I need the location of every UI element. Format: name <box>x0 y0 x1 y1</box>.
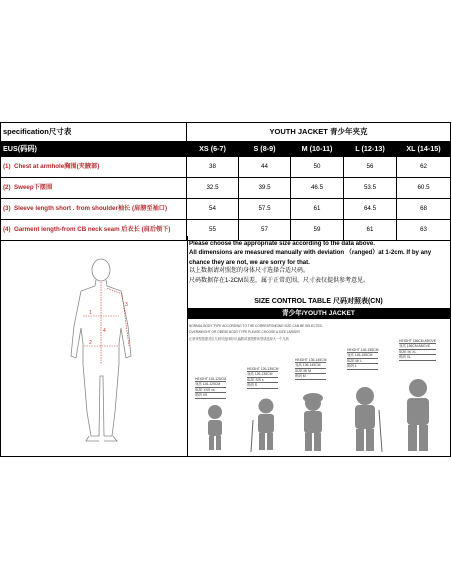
size-box-code: 码码 XL <box>399 355 436 360</box>
size-box-size: SIZE M/ L <box>347 359 378 364</box>
size-box-l <box>347 348 378 370</box>
header-row <box>1 142 451 157</box>
cell: 61 <box>344 220 397 241</box>
diagram-label-4: 4 <box>103 328 106 334</box>
row-label <box>1 157 187 178</box>
cell: 57.5 <box>239 199 291 220</box>
measurement-diagram-panel <box>0 236 188 457</box>
size-m: M (10-11) <box>291 142 344 157</box>
note-line: 尺码数据存在1-2CM误差，属于正常范围，尺寸表仅提供参考意见。 <box>189 277 370 284</box>
row-label <box>1 178 187 199</box>
row-text: Garment length-from CB neck seam 后衣长 (肩后领下) <box>14 226 171 233</box>
size-box-zh: 身高 116-125CM <box>195 382 226 387</box>
guide-text: OVERWEIGHT OR OBESE BODY TYPE PLEASE CHOOSE A SIZE LARGER <box>189 330 300 334</box>
cell: 39.5 <box>239 178 291 199</box>
diagram-label-1: 1 <box>89 310 92 316</box>
row-num: (1) <box>3 163 11 170</box>
size-box-size: SIZE M/ XL <box>399 350 436 355</box>
size-xs: XS (6-7) <box>187 142 239 157</box>
size-box-zh: 身高 156CM ABOVE <box>399 344 436 349</box>
cell: 60.5 <box>397 178 451 199</box>
cell: 32.5 <box>187 178 239 199</box>
size-box-code: 码码 M <box>295 374 326 379</box>
table-row <box>1 199 451 220</box>
size-box-zh: 身高 146-155CM <box>347 353 378 358</box>
guide-text: 正常体型按照对应尺码可选择即可,偏胖或者肥胖体型请选择大一个尺码 <box>189 337 289 341</box>
diagram-label-3: 3 <box>125 302 128 308</box>
row-num: (4) <box>3 226 11 233</box>
size-box-code: 码码 XS <box>195 393 226 398</box>
note-line: 以上数据请对照您的身体尺寸选择合适尺码。 <box>189 268 310 275</box>
row-text: Sweep下摆围 <box>14 184 53 191</box>
body-figure-illustration <box>1 236 187 456</box>
cell: 64.5 <box>344 199 397 220</box>
cell: 62 <box>397 157 451 178</box>
title-row <box>1 123 451 142</box>
size-box-height: HEIGHT 126-135CM <box>247 367 279 371</box>
notes <box>189 239 449 286</box>
cell: 53.5 <box>344 178 397 199</box>
size-box-size: SIZE S/S s <box>247 378 278 383</box>
spec-sheet <box>0 122 452 458</box>
cell: 56 <box>344 157 397 178</box>
size-box-size: SIZE M/ M <box>295 369 326 374</box>
title-right: YOUTH JACKET 青少年夹克 <box>187 123 451 142</box>
cell: 38 <box>187 157 239 178</box>
cell: 44 <box>239 157 291 178</box>
row-label <box>1 199 187 220</box>
size-box-height: HEIGHT 136-145CM <box>295 358 327 362</box>
size-control-title: SIZE CONTROL TABLE 尺码对照表(CN) <box>254 298 383 305</box>
size-box-height: HEIGHT 146-155CM <box>347 348 379 352</box>
size-box-size: SIZE XXS xs <box>195 388 226 393</box>
note-line: Please choose the appropriate size according to the data above. <box>189 240 375 247</box>
size-guide-panel <box>187 236 451 457</box>
youth-jacket-bar: 青少年/YOUTH JACKET <box>187 308 450 319</box>
size-box-height: HEIGHT 156CM ABOVE <box>399 339 437 343</box>
cell: 61 <box>291 199 344 220</box>
spec-table <box>0 122 451 241</box>
size-box-code: 码码 S <box>247 383 278 388</box>
row-num: (2) <box>3 184 11 191</box>
cell: 63 <box>397 220 451 241</box>
size-l: L (12-13) <box>344 142 397 157</box>
cell: 68 <box>397 199 451 220</box>
size-box-height: HEIGHT 116-125CM <box>195 377 227 381</box>
size-s: S (8-9) <box>239 142 291 157</box>
cell: 50 <box>291 157 344 178</box>
size-xl: XL (14-15) <box>397 142 451 157</box>
cell: 55 <box>187 220 239 241</box>
row-text: Chest at armhole胸围(夹腋部) <box>14 163 100 170</box>
guide-text: NORMAL BODY TYPE ACCORDING TO THE CORRESPONDING SIZE CAN BE SELECTED, <box>189 324 323 328</box>
note-line: chance they are not, we are sorry for that. <box>189 258 310 266</box>
size-box-xl <box>399 339 436 361</box>
cell: 57 <box>239 220 291 241</box>
size-box-zh: 身高 136-145CM <box>295 363 326 368</box>
row-text: Sleeve length short . from shoulder袖长 (肩膀至袖口) <box>14 205 167 212</box>
cell: 59 <box>291 220 344 241</box>
note-line: All dimensions are measured manually with deviation （ranged）at 1-2cm. If by any <box>189 249 432 257</box>
cell: 46.5 <box>291 178 344 199</box>
diagram-label-2: 2 <box>89 340 92 346</box>
table-row <box>1 157 451 178</box>
cell: 54 <box>187 199 239 220</box>
title-left: specification尺寸表 <box>1 123 187 142</box>
header-label: EUS(码码) <box>1 142 187 157</box>
kids-height-illustration <box>187 376 450 456</box>
size-box-code: 码码 L <box>347 364 378 369</box>
table-row <box>1 178 451 199</box>
size-box-zh: 身高 126-135CM <box>247 372 278 377</box>
row-num: (3) <box>3 205 11 212</box>
